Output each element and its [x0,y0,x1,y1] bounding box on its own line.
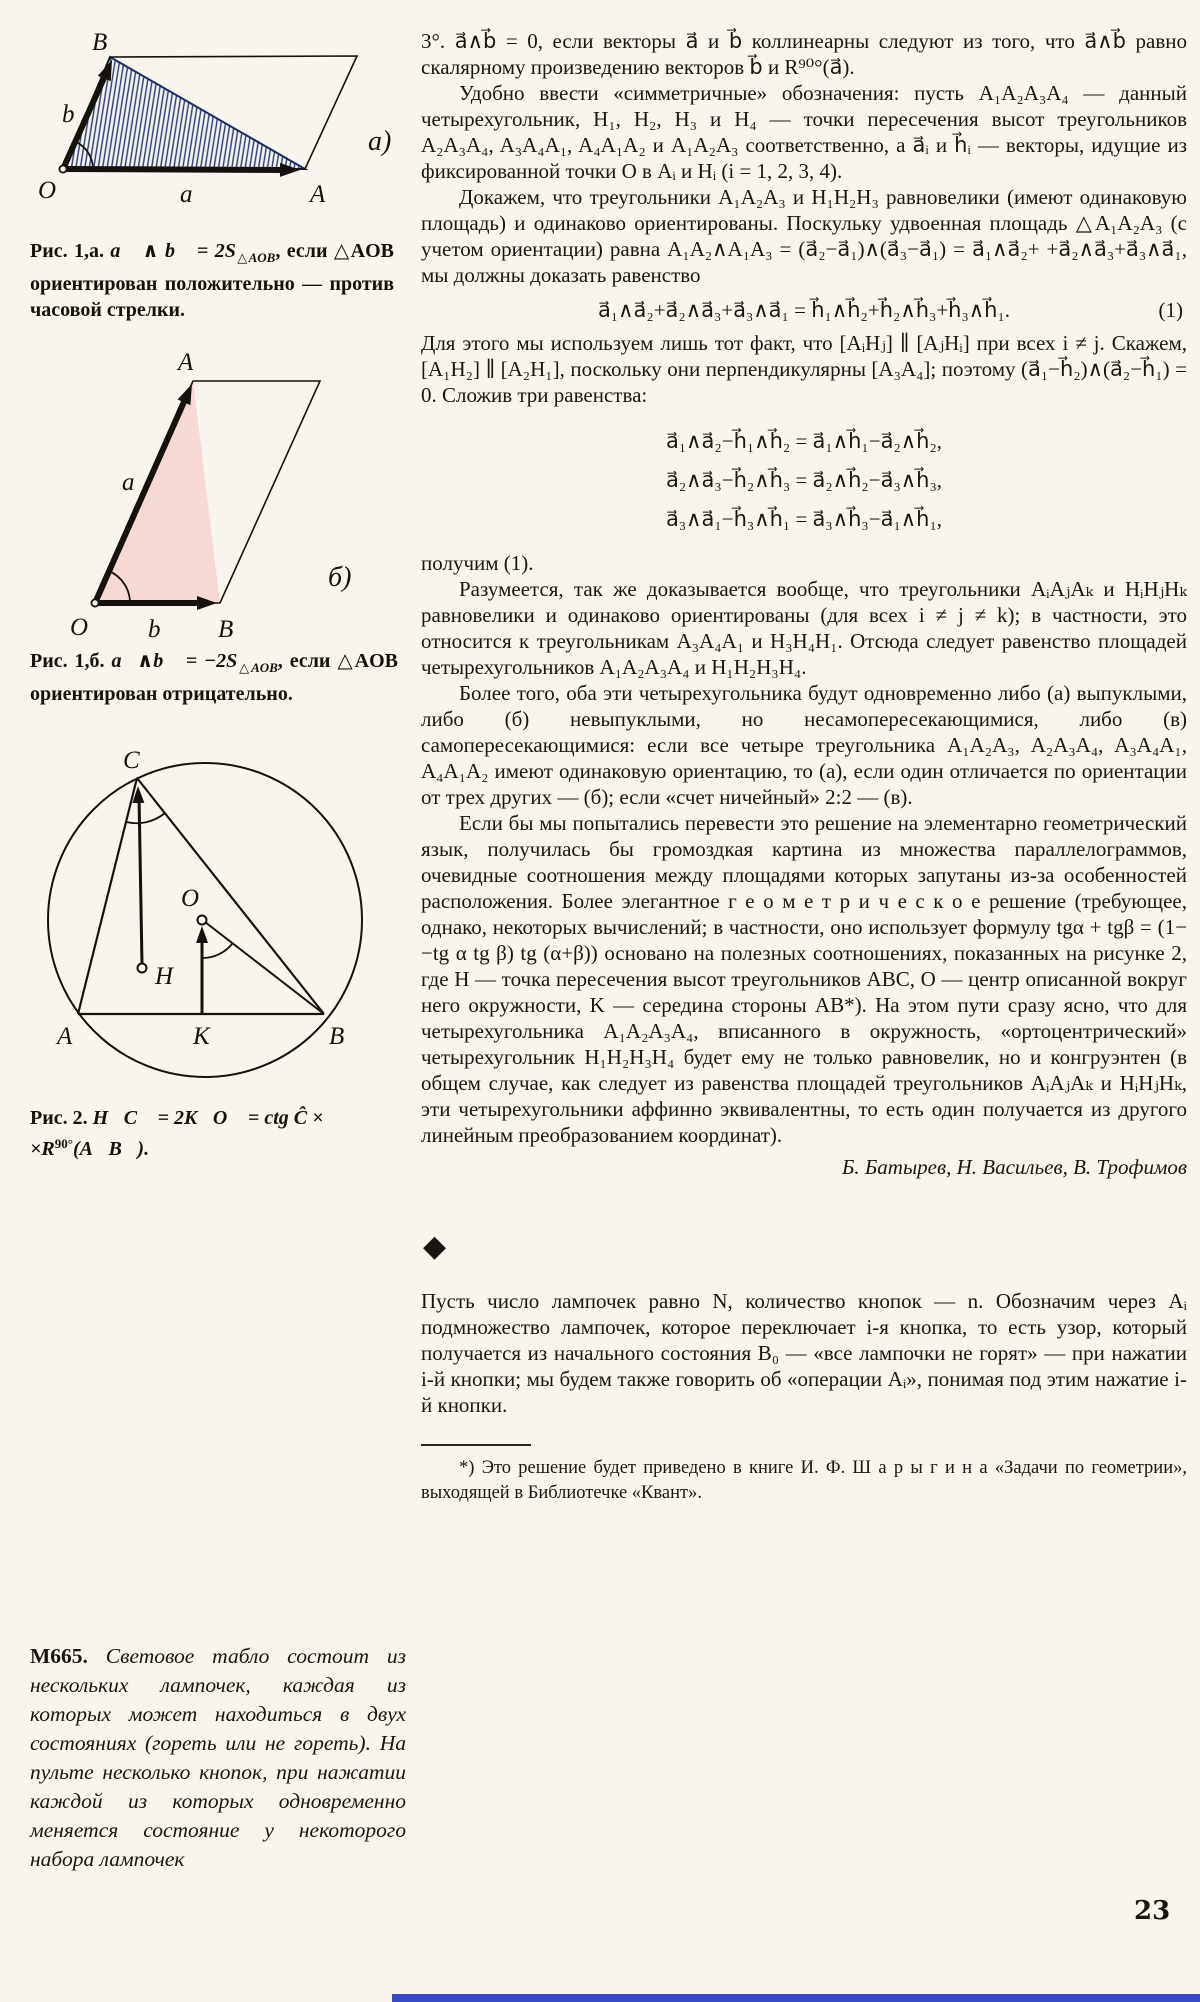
page-number: 23 [1134,1896,1171,1926]
figure-1a-caption [30,238,394,323]
point-label-o: O [181,885,200,912]
caption-text: , если △AOB ориентирован отрицательно. [30,650,398,705]
footnote-rule [421,1444,531,1446]
angle-arc-o [202,944,232,958]
angle-arc-c [126,813,165,823]
paragraph-lamps: Пусть число лампочек равно N, количество кнопок — n. Обозначим через Aᵢ подмножество лампочек, которое переключает i-я кнопка, то есть узор, который получается из начального состояния B₀ — «все лампочки не горят» — при нажатии i-й кнопки; мы будем также говорить об «операции Aᵢ», понимая под этим нажатие i-й кнопки. [421,1289,1187,1417]
point-label-o: O [38,177,57,204]
paragraph-fact: Для этого мы используем лишь тот факт, что [AᵢHⱼ] ∥ [AⱼHᵢ] при всех i ≠ j. Скажем, [A₁H₂] ∥ [A₂H₁], поскольку они перпендикулярны [A₃A₄]; поэтому (a⃗₁−h⃗₂)∧(a⃗₂−h⃗₁) = 0. Сложив три равенства: [421,331,1187,407]
caption-formula: a⃗ ∧ b⃗ = 2S [110,240,236,262]
figure-1a [28,14,403,219]
paragraph-convex: Более того, оба эти четырехугольника будут одновременно либо (а) выпуклыми, либо (б) невыпуклыми, но несамопересекающимися, либо (в) самопересекающимися: если все четыре треугольника A₁A₂A₃, A₂A₃A₄, A₃A₄A₁, A₄A₁A₂ имеют одинаковую ориентацию, то (а), если один отличается по ориентации от трех других — (б); если «счет ничейный» 2:2 — (в). [421,681,1187,809]
paragraph-general: Разумеется, так же доказывается вообще, что треугольники AᵢAⱼAₖ и HᵢHⱼHₖ равновелики и одинаково ориентированы (для всех i ≠ j ≠ k); в частности, это относится к треугольникам A₃A₄A₁ и H₃H₄H₁. Отсюда следует равенство площадей четырехугольников A₁A₂A₃A₄ и H₁H₂H₃H₄. [421,577,1187,679]
point-label-b: B [329,1023,345,1050]
figure-2-drawing [25,738,410,1090]
point-h-marker [138,964,147,973]
equation-line: a⃗₁∧a⃗₂−h⃗₁∧h⃗₂ = a⃗₁∧h⃗₁−a⃗₂∧h⃗₂, [665,429,943,453]
point-label-a: A [57,1023,73,1050]
problem-text: Световое табло состоит из нескольких лампочек, каждая из которых может находиться в двух состояниях (гореть или не гореть). На пульте несколько кнопок, при нажатии каждой из которых одновременно меняется состояние у некоторого набора лампочек [30,1644,407,1871]
vector-label-a: a [180,181,193,208]
equation-1 [421,297,1187,323]
vector-hc-arrow [139,796,142,964]
vector-label-a: a [122,469,135,496]
point-label-a: A [310,181,326,208]
bottom-edge-accent [392,1994,1200,2002]
paragraph-notation: Удобно ввести «симметричные» обозначения: пусть A₁A₂A₃A₄ — данный четырехугольник, H₁, H₂, H₃ и H₄ — точки пересечения высот треугольников A₂A₃A₄, A₃A₄A₁, A₄A₁A₂ и A₁A₂A₃ соответственно, а a⃗ᵢ и h⃗ᵢ — векторы, идущие из фиксированной точки O в Aᵢ и Hᵢ (i = 1, 2, 3, 4). [421,81,1187,183]
point-label-c: C [123,747,140,774]
vector-ko-arrowhead [196,926,208,943]
paragraph-collinear: 3°. a⃗∧b⃗ = 0, если векторы a⃗ и b⃗ коллинеарны следуют из того, что a⃗∧b⃗ равно скалярному произведению векторов b⃗ и R⁹⁰°(a⃗). [421,29,1187,79]
caption-formula-subscript: △AOB [237,660,278,675]
authors-line: Б. Батырев, Н. Васильев, В. Трофимов [842,1155,1187,1179]
equation-line: a⃗₂∧a⃗₃−h⃗₂∧h⃗₃ = a⃗₂∧h⃗₂−a⃗₃∧h⃗₃, [665,468,943,492]
shaded-triangle-aob [95,381,220,603]
point-label-b: B [218,616,234,640]
point-o-marker [198,916,207,925]
vector-label-b: b [148,616,161,640]
side-ac [78,778,137,1014]
figure-2 [25,738,410,1090]
point-label-a: A [178,349,194,376]
shaded-triangle-aob [63,57,305,169]
caption-prefix: Рис. 2. [30,1107,93,1129]
equation-system [421,428,1187,532]
figure-1b [28,348,398,640]
caption-formula-subscript: △AOB [235,250,276,265]
problem-number: М665. [30,1644,88,1668]
figure-2-caption [30,1105,398,1162]
segment-ob [205,922,324,1014]
paragraph-geometric: Если бы мы попытались перевести это решение на элементарно геометрический язык, получилась бы громоздкая картина из множества параллелограммов, очевидные соотношения между площадями которых запутаны из-за особенностей расположения. Более элегантное г е о м е т р и ч е с к о е решение (требующее, однако, некоторых вычислений; в частности, оно использует формулу tgα + tgβ = (1− −tg α tg β) tg (α+β)) основано на полезных соотношениях, показанных на рисунке 2, где H — точка пересечения высот треугольников ABC, O — центр описанной вокруг него окружности, K — середина стороны AB*). На этом пути сразу ясно, что для четырехугольника A₁A₂A₃A₄, вписанного в окружность, «ортоцентрический» четырехугольник H₁H₂H₃H₄ будет ему не только равновелик, но и конгруэнтен (в общем случае, как следует из равенства площадей треугольников AᵢAⱼAₖ и HᵢHⱼHₖ, эти четырехугольники аффинно эквивалентны, то есть один получается из другого линейным преобразованием координат). [421,811,1187,1147]
footnote-text: *) Это решение будет приведено в книге И. Ф. Ш а р ы г и н а «Задачи по геометрии», выходящей в Библиотечке «Квант». [421,1458,1187,1503]
caption-formula: H⃗C⃗ = 2K⃗O⃗ = ctg Ĉ × [92,1107,324,1129]
point-label-o: O [70,614,89,640]
point-label-b: B [92,29,108,56]
panel-tag-b: б) [328,562,352,593]
paragraph-prove: Докажем, что треугольники A₁A₂A₃ и H₁H₂H₃ равновелики (имеют одинаковую площадь) и одинаково ориентированы. Поскульку удвоенная площадь △A₁A₂A₃ (с учетом ориентации) равна A₁A₂∧A₁A₃ = (a⃗₂−a⃗₁)∧(a⃗₃−a⃗₁) = a⃗₁∧a⃗₂+ +a⃗₂∧a⃗₃+a⃗₃∧a⃗₁, мы должны доказать равенство [421,185,1187,287]
caption-formula: a⃗∧b⃗ = −2S [111,650,238,672]
figure-1a-drawing [28,14,403,219]
panel-tag-a: а) [368,126,392,157]
caption-formula2: ×R [30,1138,55,1160]
diamond-separator-icon: ◆ [423,1229,447,1264]
caption-prefix: Рис. 1,а. [30,240,111,262]
caption-text: , если △AOB ориентирован положительно — против часовой стрелки. [30,240,394,321]
equation-1-number: (1) [1158,298,1183,322]
point-o-marker [59,165,66,172]
point-label-k: K [193,1023,210,1050]
caption-formula2-arg: (A⃗B⃗). [72,1138,150,1160]
equation-line: a⃗₃∧a⃗₁−h⃗₃∧h⃗₁ = a⃗₃∧h⃗₃−a⃗₁∧h⃗₁, [665,507,943,531]
problem-m665 [30,1642,406,1874]
figure-1b-caption [30,648,398,707]
vector-a-arrow [63,169,286,170]
paragraph-obtain: получим (1). [421,551,534,575]
equation-1-formula: a⃗₁∧a⃗₂+a⃗₂∧a⃗₃+a⃗₃∧a⃗₁ = h⃗₁∧h⃗₂+h⃗₂∧h⃗₃+h⃗₃∧h⃗₁. [597,298,1011,322]
caption-prefix: Рис. 1,б. [30,650,112,672]
article-column [421,28,1187,1506]
point-label-h: H [155,963,174,990]
point-o-marker [91,599,98,606]
vector-label-b: b [62,101,75,128]
figure-1b-drawing [28,348,398,640]
caption-formula2-superscript: 90° [54,1136,73,1151]
